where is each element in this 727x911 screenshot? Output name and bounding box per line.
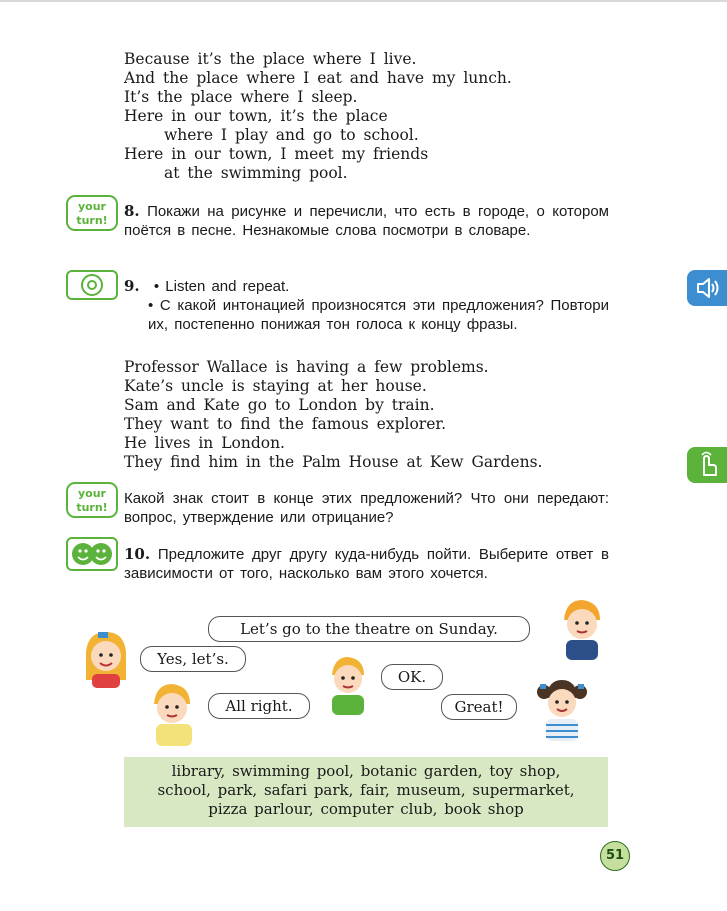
exercise-bullet-2: • С какой интонацией произносятся эти предложения? Повтори их, постепенно понижая тон голоса к концу фразы. bbox=[148, 297, 609, 333]
exercise-bullet-1: • Listen and repeat. bbox=[153, 278, 290, 295]
poem-line: at the swimming pool. bbox=[164, 164, 348, 182]
audio-cd-icon bbox=[66, 270, 118, 304]
poem-line: And the place where I eat and have my lunch. bbox=[124, 69, 512, 87]
exercise-text: Покажи на рисунке и перечисли, что есть в городе, о котором поётся в песне. Незнакомые слова посмотри в словаре. bbox=[124, 203, 609, 239]
speech-bubble-ok: OK. bbox=[381, 664, 443, 690]
your-turn-badge-bottom: turn! bbox=[76, 214, 108, 227]
speech-bubble-yes: Yes, let’s. bbox=[140, 646, 246, 672]
your-turn-badge-top: your bbox=[78, 200, 106, 213]
boy-illustration bbox=[558, 598, 606, 664]
sentence: Professor Wallace is having a few problems. bbox=[124, 358, 489, 376]
sentence: They want to find the famous explorer. bbox=[124, 415, 447, 433]
audio-button[interactable] bbox=[687, 270, 727, 306]
speech-bubble-great: Great! bbox=[441, 694, 517, 720]
poem-line: It’s the place where I sleep. bbox=[124, 88, 358, 106]
exercise-number: 10. bbox=[124, 545, 151, 563]
girl-illustration bbox=[82, 630, 130, 692]
poem-line: Here in our town, it’s the place bbox=[124, 107, 388, 125]
poem-line: where I play and go to school. bbox=[164, 126, 419, 144]
turn-question: Какой знак стоит в конце этих предложений? Что они передают: вопрос, утверждение или отрицание? bbox=[124, 490, 609, 526]
sentence: Kate’s uncle is staying at her house. bbox=[124, 377, 427, 395]
word-box-line: library, swimming pool, botanic garden, toy shop, bbox=[171, 762, 561, 780]
boy-illustration bbox=[146, 682, 198, 750]
word-box bbox=[124, 757, 608, 827]
speech-bubble-all-right: All right. bbox=[208, 693, 310, 719]
your-turn-badge bbox=[66, 195, 118, 235]
exercise-8 bbox=[124, 202, 609, 240]
sentence: Sam and Kate go to London by train. bbox=[124, 396, 435, 414]
exercise-9 bbox=[124, 277, 609, 334]
your-turn-badge-bottom: turn! bbox=[76, 501, 108, 514]
poem bbox=[124, 50, 512, 183]
exercise-10 bbox=[124, 545, 609, 583]
word-box-line: school, park, safari park, fair, museum, supermarket, bbox=[157, 781, 575, 799]
page-number: 51 bbox=[600, 841, 630, 871]
girl-illustration bbox=[536, 676, 588, 746]
poem-line: Here in our town, I meet my friends bbox=[124, 145, 429, 163]
sentence: They find him in the Palm House at Kew Gardens. bbox=[124, 453, 543, 471]
hand-pointer-icon bbox=[687, 447, 727, 483]
exercise-number: 8. bbox=[124, 202, 140, 220]
exercise-text: Предложите друг другу куда-нибудь пойти. Выберите ответ в зависимости от того, насколько вам этого хочется. bbox=[124, 546, 610, 582]
word-box-line: pizza parlour, computer club, book shop bbox=[208, 800, 524, 818]
speaker-icon bbox=[687, 270, 727, 306]
boy-illustration bbox=[326, 655, 370, 719]
your-turn-badge bbox=[66, 482, 118, 522]
pair-work-icon bbox=[66, 537, 118, 575]
top-border bbox=[0, 0, 727, 2]
exercise-number: 9. bbox=[124, 277, 140, 295]
sentence: He lives in London. bbox=[124, 434, 285, 452]
poem-line: Because it’s the place where I live. bbox=[124, 50, 417, 68]
interactive-button[interactable] bbox=[687, 447, 727, 483]
your-turn-badge-top: your bbox=[78, 487, 106, 500]
speech-bubble-theatre: Let’s go to the theatre on Sunday. bbox=[208, 616, 530, 642]
sentences bbox=[124, 358, 542, 472]
